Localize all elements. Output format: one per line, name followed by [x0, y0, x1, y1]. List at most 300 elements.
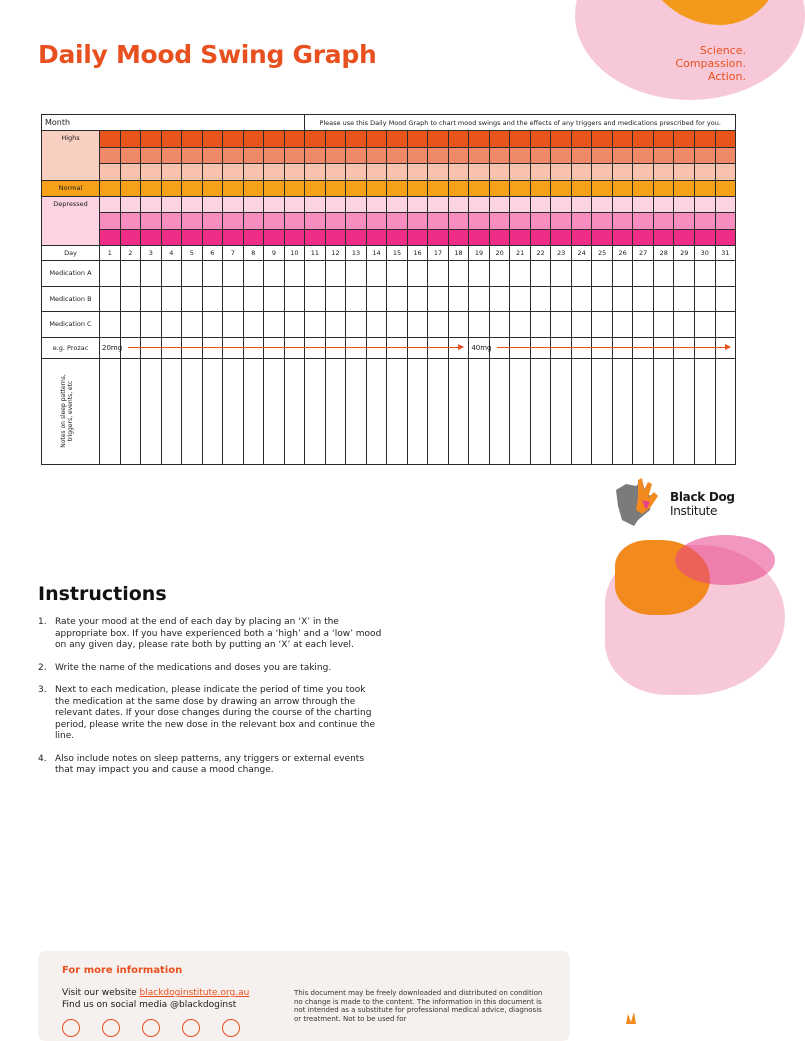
- instagram-icon[interactable]: [142, 1019, 160, 1037]
- medication-cell[interactable]: [100, 261, 121, 287]
- mood-cell[interactable]: [407, 164, 428, 181]
- notes-cell[interactable]: [612, 358, 633, 464]
- mood-cell[interactable]: [387, 164, 408, 181]
- mood-cell[interactable]: [141, 180, 162, 196]
- mood-cell[interactable]: [551, 131, 572, 148]
- mood-cell[interactable]: [653, 164, 674, 181]
- mood-cell[interactable]: [141, 131, 162, 148]
- mood-cell[interactable]: [284, 164, 305, 181]
- notes-cell[interactable]: [530, 358, 551, 464]
- notes-cell[interactable]: [325, 358, 346, 464]
- mood-cell[interactable]: [530, 213, 551, 230]
- medication-cell[interactable]: [510, 312, 531, 338]
- mood-cell[interactable]: [407, 180, 428, 196]
- mood-cell[interactable]: [674, 147, 695, 164]
- mood-cell[interactable]: [202, 196, 223, 213]
- mood-cell[interactable]: [653, 131, 674, 148]
- mood-cell[interactable]: [387, 180, 408, 196]
- notes-cell[interactable]: [243, 358, 264, 464]
- mood-cell[interactable]: [715, 131, 736, 148]
- medication-cell[interactable]: [182, 286, 203, 312]
- medication-cell[interactable]: [428, 286, 449, 312]
- mood-cell[interactable]: [448, 164, 469, 181]
- mood-cell[interactable]: [264, 164, 285, 181]
- mood-cell[interactable]: [551, 229, 572, 246]
- medication-cell[interactable]: [407, 261, 428, 287]
- mood-cell[interactable]: [551, 213, 572, 230]
- medication-cell[interactable]: [243, 286, 264, 312]
- mood-cell[interactable]: [694, 229, 715, 246]
- mood-cell[interactable]: [469, 131, 490, 148]
- mood-cell[interactable]: [120, 131, 141, 148]
- mood-cell[interactable]: [653, 213, 674, 230]
- mood-cell[interactable]: [305, 196, 326, 213]
- mood-cell[interactable]: [530, 131, 551, 148]
- mood-cell[interactable]: [387, 196, 408, 213]
- mood-cell[interactable]: [243, 147, 264, 164]
- notes-cell[interactable]: [715, 358, 736, 464]
- mood-cell[interactable]: [592, 180, 613, 196]
- medication-cell[interactable]: [530, 286, 551, 312]
- medication-cell[interactable]: [366, 312, 387, 338]
- mood-cell[interactable]: [120, 164, 141, 181]
- mood-cell[interactable]: [428, 180, 449, 196]
- mood-cell[interactable]: [305, 213, 326, 230]
- mood-cell[interactable]: [571, 147, 592, 164]
- mood-cell[interactable]: [551, 147, 572, 164]
- medication-cell[interactable]: [264, 312, 285, 338]
- notes-cell[interactable]: [305, 358, 326, 464]
- medication-cell[interactable]: [141, 312, 162, 338]
- medication-cell[interactable]: [448, 286, 469, 312]
- medication-cell[interactable]: [120, 261, 141, 287]
- mood-cell[interactable]: [325, 164, 346, 181]
- notes-cell[interactable]: [674, 358, 695, 464]
- mood-cell[interactable]: [530, 229, 551, 246]
- mood-cell[interactable]: [120, 147, 141, 164]
- mood-cell[interactable]: [469, 196, 490, 213]
- medication-cell[interactable]: [284, 286, 305, 312]
- medication-cell[interactable]: [551, 286, 572, 312]
- mood-cell[interactable]: [530, 164, 551, 181]
- mood-cell[interactable]: [141, 213, 162, 230]
- medication-cell[interactable]: [489, 312, 510, 338]
- medication-cell[interactable]: [510, 286, 531, 312]
- mood-cell[interactable]: [223, 164, 244, 181]
- mood-cell[interactable]: [161, 180, 182, 196]
- mood-cell[interactable]: [120, 180, 141, 196]
- notes-cell[interactable]: [428, 358, 449, 464]
- mood-cell[interactable]: [305, 147, 326, 164]
- mood-cell[interactable]: [715, 164, 736, 181]
- mood-cell[interactable]: [100, 180, 121, 196]
- mood-cell[interactable]: [264, 147, 285, 164]
- medication-cell[interactable]: [100, 312, 121, 338]
- mood-cell[interactable]: [182, 213, 203, 230]
- mood-cell[interactable]: [120, 196, 141, 213]
- medication-cell[interactable]: [489, 261, 510, 287]
- mood-cell[interactable]: [592, 164, 613, 181]
- medication-cell[interactable]: [223, 312, 244, 338]
- medication-cell[interactable]: [366, 261, 387, 287]
- mood-cell[interactable]: [243, 229, 264, 246]
- mood-cell[interactable]: [243, 180, 264, 196]
- mood-cell[interactable]: [161, 131, 182, 148]
- mood-cell[interactable]: [100, 131, 121, 148]
- mood-cell[interactable]: [694, 196, 715, 213]
- mood-cell[interactable]: [387, 229, 408, 246]
- mood-cell[interactable]: [346, 147, 367, 164]
- mood-cell[interactable]: [592, 147, 613, 164]
- mood-cell[interactable]: [694, 213, 715, 230]
- mood-cell[interactable]: [489, 229, 510, 246]
- mood-cell[interactable]: [674, 131, 695, 148]
- mood-cell[interactable]: [653, 196, 674, 213]
- mood-cell[interactable]: [366, 164, 387, 181]
- linkedin-icon[interactable]: [182, 1019, 200, 1037]
- month-field[interactable]: Month: [42, 115, 305, 131]
- mood-cell[interactable]: [325, 147, 346, 164]
- medication-cell[interactable]: [571, 261, 592, 287]
- medication-cell[interactable]: [633, 261, 654, 287]
- mood-cell[interactable]: [284, 131, 305, 148]
- medication-cell[interactable]: [264, 286, 285, 312]
- medication-cell[interactable]: [592, 261, 613, 287]
- mood-cell[interactable]: [387, 213, 408, 230]
- notes-cell[interactable]: [633, 358, 654, 464]
- mood-cell[interactable]: [305, 164, 326, 181]
- website-link[interactable]: blackdoginstitute.org.au: [139, 988, 250, 998]
- mood-cell[interactable]: [592, 196, 613, 213]
- medication-cell[interactable]: [674, 312, 695, 338]
- mood-cell[interactable]: [571, 196, 592, 213]
- mood-cell[interactable]: [223, 229, 244, 246]
- medication-cell[interactable]: [161, 312, 182, 338]
- medication-cell[interactable]: [346, 261, 367, 287]
- mood-cell[interactable]: [305, 131, 326, 148]
- mood-cell[interactable]: [428, 196, 449, 213]
- mood-cell[interactable]: [264, 213, 285, 230]
- medication-cell[interactable]: [182, 261, 203, 287]
- medication-cell[interactable]: [387, 312, 408, 338]
- mood-cell[interactable]: [674, 196, 695, 213]
- mood-cell[interactable]: [448, 147, 469, 164]
- medication-cell[interactable]: [428, 312, 449, 338]
- mood-cell[interactable]: [694, 164, 715, 181]
- mood-cell[interactable]: [633, 213, 654, 230]
- mood-cell[interactable]: [489, 164, 510, 181]
- mood-cell[interactable]: [264, 180, 285, 196]
- mood-cell[interactable]: [551, 196, 572, 213]
- mood-cell[interactable]: [653, 180, 674, 196]
- mood-cell[interactable]: [100, 196, 121, 213]
- mood-cell[interactable]: [592, 213, 613, 230]
- mood-cell[interactable]: [448, 131, 469, 148]
- notes-cell[interactable]: [182, 358, 203, 464]
- mood-cell[interactable]: [694, 131, 715, 148]
- mood-cell[interactable]: [571, 180, 592, 196]
- mood-cell[interactable]: [182, 147, 203, 164]
- notes-cell[interactable]: [653, 358, 674, 464]
- notes-cell[interactable]: [489, 358, 510, 464]
- mood-cell[interactable]: [674, 164, 695, 181]
- mood-cell[interactable]: [674, 180, 695, 196]
- mood-cell[interactable]: [202, 229, 223, 246]
- mood-cell[interactable]: [633, 229, 654, 246]
- notes-cell[interactable]: [448, 358, 469, 464]
- mood-cell[interactable]: [510, 213, 531, 230]
- medication-cell[interactable]: [161, 261, 182, 287]
- medication-cell[interactable]: [612, 286, 633, 312]
- notes-cell[interactable]: [551, 358, 572, 464]
- mood-cell[interactable]: [510, 229, 531, 246]
- medication-cell[interactable]: [489, 286, 510, 312]
- mood-cell[interactable]: [223, 147, 244, 164]
- mood-cell[interactable]: [428, 229, 449, 246]
- mood-cell[interactable]: [182, 196, 203, 213]
- mood-cell[interactable]: [469, 180, 490, 196]
- notes-cell[interactable]: [202, 358, 223, 464]
- medication-cell[interactable]: [530, 261, 551, 287]
- medication-cell[interactable]: [633, 312, 654, 338]
- notes-cell[interactable]: [469, 358, 490, 464]
- mood-cell[interactable]: [530, 180, 551, 196]
- notes-cell[interactable]: [100, 358, 121, 464]
- mood-cell[interactable]: [202, 147, 223, 164]
- mood-cell[interactable]: [264, 131, 285, 148]
- mood-cell[interactable]: [674, 213, 695, 230]
- mood-cell[interactable]: [202, 180, 223, 196]
- mood-cell[interactable]: [182, 180, 203, 196]
- medication-cell[interactable]: [551, 312, 572, 338]
- medication-cell[interactable]: [571, 312, 592, 338]
- notes-cell[interactable]: [510, 358, 531, 464]
- mood-cell[interactable]: [407, 229, 428, 246]
- medication-cell[interactable]: [653, 261, 674, 287]
- mood-cell[interactable]: [694, 147, 715, 164]
- notes-cell[interactable]: [141, 358, 162, 464]
- mood-cell[interactable]: [366, 229, 387, 246]
- notes-cell[interactable]: [223, 358, 244, 464]
- mood-cell[interactable]: [694, 180, 715, 196]
- mood-cell[interactable]: [715, 213, 736, 230]
- mood-cell[interactable]: [202, 164, 223, 181]
- medication-cell[interactable]: [715, 261, 736, 287]
- medication-cell[interactable]: [407, 312, 428, 338]
- notes-cell[interactable]: [366, 358, 387, 464]
- medication-cell[interactable]: [510, 261, 531, 287]
- medication-cell[interactable]: [715, 312, 736, 338]
- mood-cell[interactable]: [653, 229, 674, 246]
- medication-cell[interactable]: [243, 261, 264, 287]
- mood-cell[interactable]: [428, 164, 449, 181]
- mood-cell[interactable]: [551, 180, 572, 196]
- mood-cell[interactable]: [448, 213, 469, 230]
- mood-cell[interactable]: [612, 131, 633, 148]
- medication-cell[interactable]: [325, 261, 346, 287]
- medication-cell[interactable]: [202, 286, 223, 312]
- medication-cell[interactable]: [469, 286, 490, 312]
- mood-cell[interactable]: [407, 131, 428, 148]
- notes-cell[interactable]: [284, 358, 305, 464]
- mood-cell[interactable]: [571, 213, 592, 230]
- mood-cell[interactable]: [448, 196, 469, 213]
- mood-cell[interactable]: [510, 196, 531, 213]
- mood-cell[interactable]: [161, 164, 182, 181]
- medication-cell[interactable]: [694, 286, 715, 312]
- mood-cell[interactable]: [100, 213, 121, 230]
- medication-cell[interactable]: [305, 312, 326, 338]
- medication-cell[interactable]: [469, 261, 490, 287]
- mood-cell[interactable]: [510, 131, 531, 148]
- medication-cell[interactable]: [202, 312, 223, 338]
- mood-cell[interactable]: [284, 229, 305, 246]
- mood-cell[interactable]: [633, 164, 654, 181]
- mood-cell[interactable]: [715, 180, 736, 196]
- notes-cell[interactable]: [346, 358, 367, 464]
- medication-cell[interactable]: [674, 261, 695, 287]
- medication-cell[interactable]: [694, 312, 715, 338]
- mood-cell[interactable]: [100, 164, 121, 181]
- mood-cell[interactable]: [530, 147, 551, 164]
- mood-cell[interactable]: [489, 213, 510, 230]
- mood-cell[interactable]: [325, 229, 346, 246]
- mood-cell[interactable]: [489, 180, 510, 196]
- medication-cell[interactable]: [284, 312, 305, 338]
- medication-cell[interactable]: [284, 261, 305, 287]
- notes-cell[interactable]: [592, 358, 613, 464]
- mood-cell[interactable]: [305, 180, 326, 196]
- medication-cell[interactable]: [428, 261, 449, 287]
- mood-cell[interactable]: [510, 180, 531, 196]
- mood-cell[interactable]: [510, 147, 531, 164]
- mood-cell[interactable]: [161, 147, 182, 164]
- mood-cell[interactable]: [633, 147, 654, 164]
- mood-cell[interactable]: [633, 180, 654, 196]
- mood-cell[interactable]: [305, 229, 326, 246]
- mood-cell[interactable]: [715, 229, 736, 246]
- medication-cell[interactable]: [141, 286, 162, 312]
- mood-cell[interactable]: [469, 229, 490, 246]
- mood-cell[interactable]: [182, 131, 203, 148]
- mood-cell[interactable]: [284, 213, 305, 230]
- notes-cell[interactable]: [407, 358, 428, 464]
- twitter-icon[interactable]: [102, 1019, 120, 1037]
- mood-cell[interactable]: [346, 164, 367, 181]
- mood-cell[interactable]: [120, 229, 141, 246]
- mood-cell[interactable]: [715, 196, 736, 213]
- medication-cell[interactable]: [592, 312, 613, 338]
- mood-cell[interactable]: [223, 180, 244, 196]
- mood-cell[interactable]: [428, 131, 449, 148]
- mood-cell[interactable]: [284, 196, 305, 213]
- mood-cell[interactable]: [264, 196, 285, 213]
- medication-cell[interactable]: [530, 312, 551, 338]
- mood-cell[interactable]: [264, 229, 285, 246]
- medication-cell[interactable]: [325, 312, 346, 338]
- medication-cell[interactable]: [633, 286, 654, 312]
- mood-cell[interactable]: [366, 196, 387, 213]
- mood-cell[interactable]: [489, 147, 510, 164]
- medication-cell[interactable]: [715, 286, 736, 312]
- mood-cell[interactable]: [612, 196, 633, 213]
- mood-cell[interactable]: [612, 164, 633, 181]
- medication-cell[interactable]: [694, 261, 715, 287]
- mood-cell[interactable]: [469, 147, 490, 164]
- youtube-icon[interactable]: [222, 1019, 240, 1037]
- mood-cell[interactable]: [366, 180, 387, 196]
- medication-cell[interactable]: [223, 286, 244, 312]
- notes-cell[interactable]: [571, 358, 592, 464]
- mood-cell[interactable]: [387, 131, 408, 148]
- mood-cell[interactable]: [141, 229, 162, 246]
- notes-cell[interactable]: [264, 358, 285, 464]
- medication-cell[interactable]: [223, 261, 244, 287]
- medication-cell[interactable]: [407, 286, 428, 312]
- medication-cell[interactable]: [448, 261, 469, 287]
- medication-cell[interactable]: [305, 261, 326, 287]
- medication-cell[interactable]: [100, 286, 121, 312]
- medication-cell[interactable]: [653, 312, 674, 338]
- medication-cell[interactable]: [612, 261, 633, 287]
- mood-cell[interactable]: [612, 147, 633, 164]
- mood-cell[interactable]: [571, 164, 592, 181]
- mood-cell[interactable]: [182, 229, 203, 246]
- mood-cell[interactable]: [407, 196, 428, 213]
- medication-cell[interactable]: [305, 286, 326, 312]
- mood-cell[interactable]: [325, 196, 346, 213]
- medication-cell[interactable]: [366, 286, 387, 312]
- medication-cell[interactable]: [243, 312, 264, 338]
- medication-cell[interactable]: [571, 286, 592, 312]
- medication-cell[interactable]: [612, 312, 633, 338]
- mood-cell[interactable]: [633, 196, 654, 213]
- notes-cell[interactable]: [120, 358, 141, 464]
- notes-cell[interactable]: [694, 358, 715, 464]
- medication-cell[interactable]: [653, 286, 674, 312]
- mood-cell[interactable]: [571, 131, 592, 148]
- notes-cell[interactable]: [161, 358, 182, 464]
- mood-cell[interactable]: [141, 196, 162, 213]
- mood-cell[interactable]: [469, 164, 490, 181]
- medication-cell[interactable]: [202, 261, 223, 287]
- mood-cell[interactable]: [346, 131, 367, 148]
- medication-cell[interactable]: [448, 312, 469, 338]
- mood-cell[interactable]: [141, 147, 162, 164]
- mood-cell[interactable]: [653, 147, 674, 164]
- medication-cell[interactable]: [592, 286, 613, 312]
- mood-cell[interactable]: [407, 147, 428, 164]
- mood-cell[interactable]: [428, 213, 449, 230]
- mood-cell[interactable]: [489, 196, 510, 213]
- mood-cell[interactable]: [366, 147, 387, 164]
- mood-cell[interactable]: [346, 196, 367, 213]
- mood-cell[interactable]: [243, 131, 264, 148]
- mood-cell[interactable]: [100, 147, 121, 164]
- medication-cell[interactable]: [182, 312, 203, 338]
- mood-cell[interactable]: [243, 164, 264, 181]
- mood-cell[interactable]: [202, 131, 223, 148]
- mood-cell[interactable]: [182, 164, 203, 181]
- medication-cell[interactable]: [469, 312, 490, 338]
- mood-cell[interactable]: [428, 147, 449, 164]
- mood-cell[interactable]: [223, 196, 244, 213]
- medication-cell[interactable]: [674, 286, 695, 312]
- mood-cell[interactable]: [346, 213, 367, 230]
- mood-cell[interactable]: [489, 131, 510, 148]
- mood-cell[interactable]: [592, 229, 613, 246]
- mood-cell[interactable]: [715, 147, 736, 164]
